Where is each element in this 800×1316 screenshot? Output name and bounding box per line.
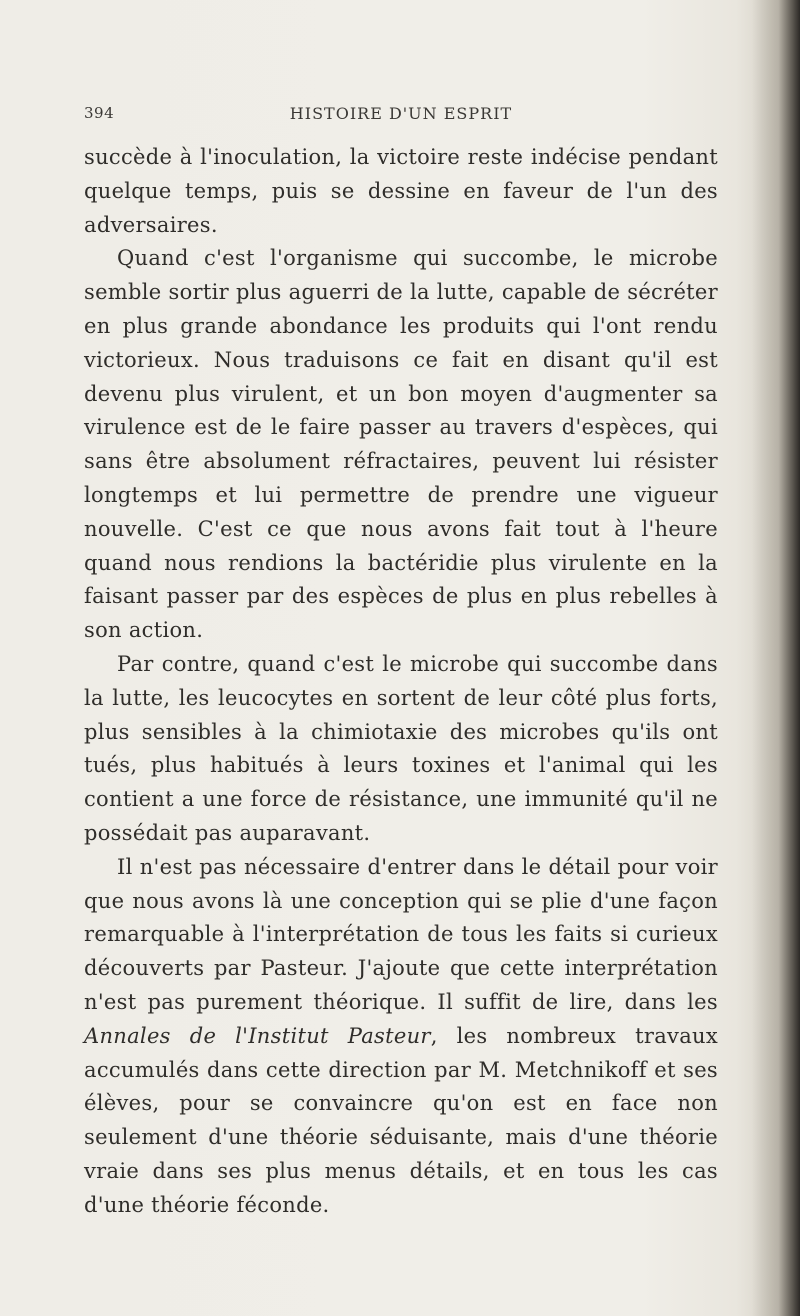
page-number: 394 [84, 104, 115, 122]
journal-title: Annales de l'Institut Pasteur [84, 1023, 431, 1048]
running-title: HISTOIRE D'UN ESPRIT [289, 104, 513, 123]
page-edge-shadow [752, 0, 800, 1316]
paragraph-1: succède à l'inoculation, la victoire reste indécise pendant quelque temps, puis se dessine en faveur de l'un des adversaires. [84, 145, 718, 237]
paragraph-4 [84, 851, 718, 1223]
paragraph-2: Quand c'est l'organisme qui succombe, le microbe semble sortir plus aguerri de la lutte, capable de sécréter en plus grande abondance les produits qui l'ont rendu victorieux. Nous traduisons ce fait en disant qu'il est devenu plus virulent, et un bon moyen d'augmenter sa virulence est de le faire passer au travers d'espèces, qui sans être absolument réfractaires, peuvent lui résister longtemps et lui permettre de prendre une vigueur nouvelle. C'est ce que nous avons fait tout à l'heure quand nous rendions la bactéridie plus virulente en la faisant passer par des espèces de plus en plus rebelles à son action. [84, 246, 718, 643]
running-head [84, 104, 718, 126]
paragraph-4-text-start: Il n'est pas nécessaire d'entrer dans le détail pour voir que nous avons là une conception qui se plie d'une façon remarquable à l'interprétation de tous les faits si curieux découverts par Pasteur. J'ajoute que cette interprétation n'est pas purement théorique. Il suffit de lire, dans les [84, 854, 718, 1014]
paragraph-4-text-end: , les nombreux travaux accumulés dans cette direction par M. Metchnikoff et ses élèves, pour se convaincre qu'on est en face non seulement d'une théorie séduisante, mais d'une théorie vraie dans ses plus menus détails, et en tous les cas d'une théorie féconde. [84, 1023, 718, 1217]
paragraph-3: Par contre, quand c'est le microbe qui succombe dans la lutte, les leucocytes en sortent de leur côté plus forts, plus sensibles à la chimiotaxie des microbes qu'ils ont tués, plus habitués à leurs toxines et l'animal qui les contient a une force de résistance, une immunité qu'il ne possédait pas auparavant. [84, 651, 718, 845]
body-text [84, 141, 718, 1223]
